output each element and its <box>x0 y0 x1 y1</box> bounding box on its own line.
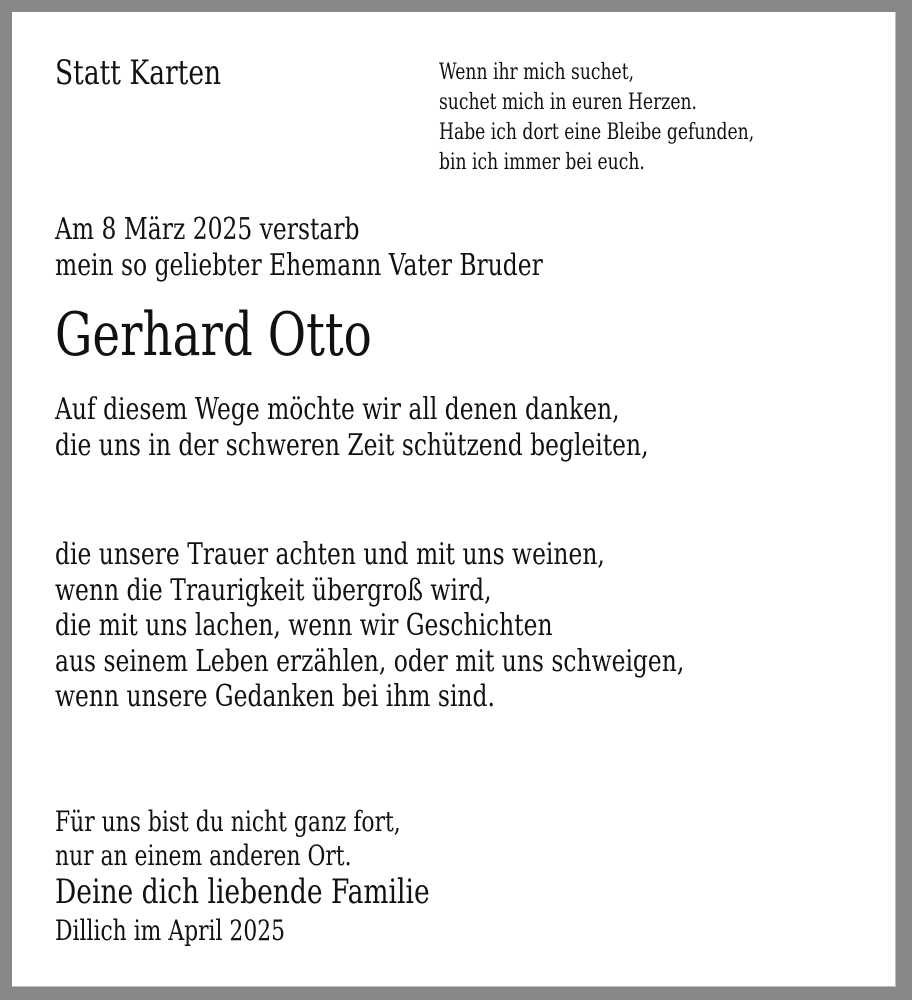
thanks-line: wenn unsere Gedanken bei ihm sind. <box>55 679 495 715</box>
thanks-line: Auf diesem Wege möchte wir all denen danken, <box>55 392 620 427</box>
death-announcement <box>55 212 543 284</box>
poem-line: bin ich immer bei euch. <box>439 150 645 175</box>
closing-line: nur an einem anderen Ort. <box>55 839 352 872</box>
closing-verse <box>55 805 401 873</box>
thanks-line: die unsere Trauer achten und mit uns weinen, <box>55 537 605 572</box>
thanks-line: die uns in der schweren Zeit schützend begleiten, <box>55 428 649 463</box>
poem-line: Wenn ihr mich suchet, <box>439 60 635 85</box>
announcement-line: Am 8 März 2025 verstarb <box>55 212 360 247</box>
obituary-card <box>12 12 896 987</box>
thanks-continued-paragraph <box>55 537 684 715</box>
thanks-line: die mit uns lachen, wenn wir Geschichten <box>55 608 553 644</box>
poem-block <box>439 58 754 178</box>
closing-line: Für uns bist du nicht ganz fort, <box>55 805 401 838</box>
announcement-line: mein so geliebter Ehemann Vater Bruder <box>55 248 543 283</box>
poem-line: suchet mich in euren Herzen. <box>439 90 697 115</box>
deceased-name: Gerhard Otto <box>55 300 372 370</box>
statt-karten-label: Statt Karten <box>55 53 222 93</box>
thanks-line: aus seinem Leben erzählen, oder mit uns schweigen, <box>55 643 685 679</box>
poem-line: Habe ich dort eine Bleibe gefunden, <box>439 120 755 145</box>
thanks-paragraph <box>55 392 649 464</box>
family-signature: Deine dich liebende Familie <box>55 872 430 912</box>
thanks-line: wenn die Traurigkeit übergroß wird, <box>55 572 492 608</box>
place-and-date: Dillich im April 2025 <box>55 914 286 947</box>
